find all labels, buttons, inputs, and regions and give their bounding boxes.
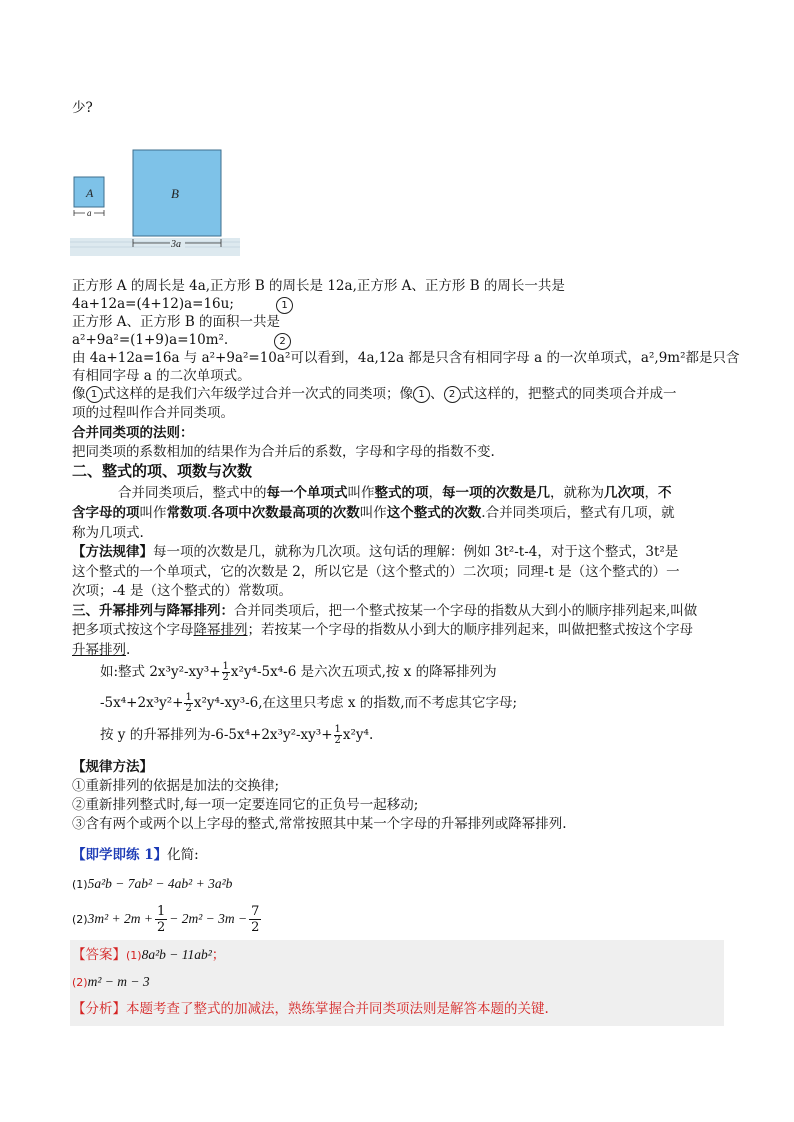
example-line2: -5x⁴+2x³y²+ $\frac{1}{2}$ x²y⁴-xy³-6,在这里只考虑 x 的指数,而不考虑其它字母;: [100, 692, 518, 714]
answer-line1: 【答案】(1)8a²b − 11ab²；: [72, 947, 226, 963]
method-line2: 这个整式的一个单项式，它的次数是 2，所以它是（这个整式的）二次项；同理-t 是（这个整式的）一: [72, 564, 680, 580]
section2-line1: 合并同类项后，整式中的每一个单项式叫作整式的项，每一项的次数是几，就称为几次项，不: [118, 485, 672, 501]
section2-heading: 二、整式的项、项数与次数: [72, 462, 253, 480]
rule-heading: 合并同类项的法则：: [72, 425, 194, 441]
para1-line4: a²+9a²=(1+9)a=10m².: [72, 332, 229, 348]
circle-mark-1: 1: [276, 297, 293, 314]
example-line3: 按 y 的升幂排列为-6-5x⁴+2x³y²-xy³+ $\frac{1}{2}$ x²y⁴.: [100, 724, 374, 746]
regular-item3: ③含有两个或两个以上字母的整式,常常按照其中某一个字母的升幂排列或降幂排列.: [72, 816, 567, 832]
regular-tag: 【规律方法】: [72, 759, 153, 775]
regular-item1: ①重新排列的依据是加法的交换律;: [72, 778, 280, 794]
para1-line6: 有相同字母 a 的二次单项式。: [72, 368, 251, 384]
label-b: B: [171, 186, 179, 201]
para1-line5: 由 4a+12a=16a 与 a²+9a²=10a²可以看到，4a,12a 都是只含有相同字母 a 的一次单项式，a²,9m²都是只含: [72, 350, 740, 366]
exercise-q2: (2)3m² + 2m + $\frac{1}{2}$ − 2m² − 3m − $\frac{7}{2}$: [72, 904, 260, 935]
section3-line1: 三、升幂排列与降幂排列：合并同类项后，把一个整式按某一个字母的指数从大到小的顺序排列起来,叫做: [72, 603, 698, 619]
rule-text: 把同类项的系数相加的结果作为合并后的系数，字母和字母的指数不变.: [72, 444, 495, 460]
dim-a: a: [87, 208, 92, 218]
regular-item2: ②重新排列整式时,每一项一定要连同它的正负号一起移动;: [72, 797, 419, 813]
section3-line2: 把多项式按这个字母降幂排列；若按某一个字母的指数从小到大的顺序排列起来，叫做把整式按这个字母: [72, 622, 693, 638]
squares-figure: [70, 146, 240, 256]
para1-line2: 4a+12a=(4+12)a=16u;: [72, 296, 234, 312]
para1-line1: 正方形 A 的周长是 4a,正方形 B 的周长是 12a,正方形 A、正方形 B 的周长一共是: [72, 278, 565, 294]
top-fragment: 少?: [72, 100, 93, 116]
circle-mark-2: 2: [274, 333, 291, 350]
method-line3: 次项；-4 是（这个整式的）常数项。: [72, 583, 292, 599]
exercise-q1: (1)5a²b − 7ab² − 4ab² + 3a²b: [72, 876, 233, 891]
label-a: A: [86, 186, 94, 200]
answer-line2: (2)m² − m − 3: [72, 974, 150, 989]
section3-line3: 升幂排列.: [72, 642, 131, 658]
method-line1: 【方法规律】每一项的次数是几，就称为几次项。这句话的理解：例如 3t²-t-4，对于这个整式，3t²是: [72, 544, 679, 560]
example-line1: 如:整式 2x³y²-xy³+ $\frac{1}{2}$ x²y⁴-5x⁴-6 是六次五项式,按 x 的降幂排列为: [100, 661, 497, 683]
para1-line8: 项的过程叫作合并同类项。: [72, 405, 234, 421]
section2-line2: 含字母的项叫作常数项.各项中次数最高项的次数叫作这个整式的次数.合并同类项后，整式有几项，就: [72, 505, 675, 521]
section2-line3: 称为几项式.: [72, 525, 144, 541]
para1-line7: 像 1 式这样的是我们六年级学过合并一次式的同类项；像 1 、 2 式这样的，把整式的同类项合并成一: [72, 386, 677, 402]
analysis-line: 【分析】本题考查了整式的加减法，熟练掌握合并同类项法则是解答本题的关键.: [72, 1001, 549, 1017]
para1-line3: 正方形 A、正方形 B 的面积一共是: [72, 314, 281, 330]
exercise-heading: 【即学即练 1】化简:: [72, 847, 199, 863]
dim-b: 3a: [171, 239, 181, 250]
